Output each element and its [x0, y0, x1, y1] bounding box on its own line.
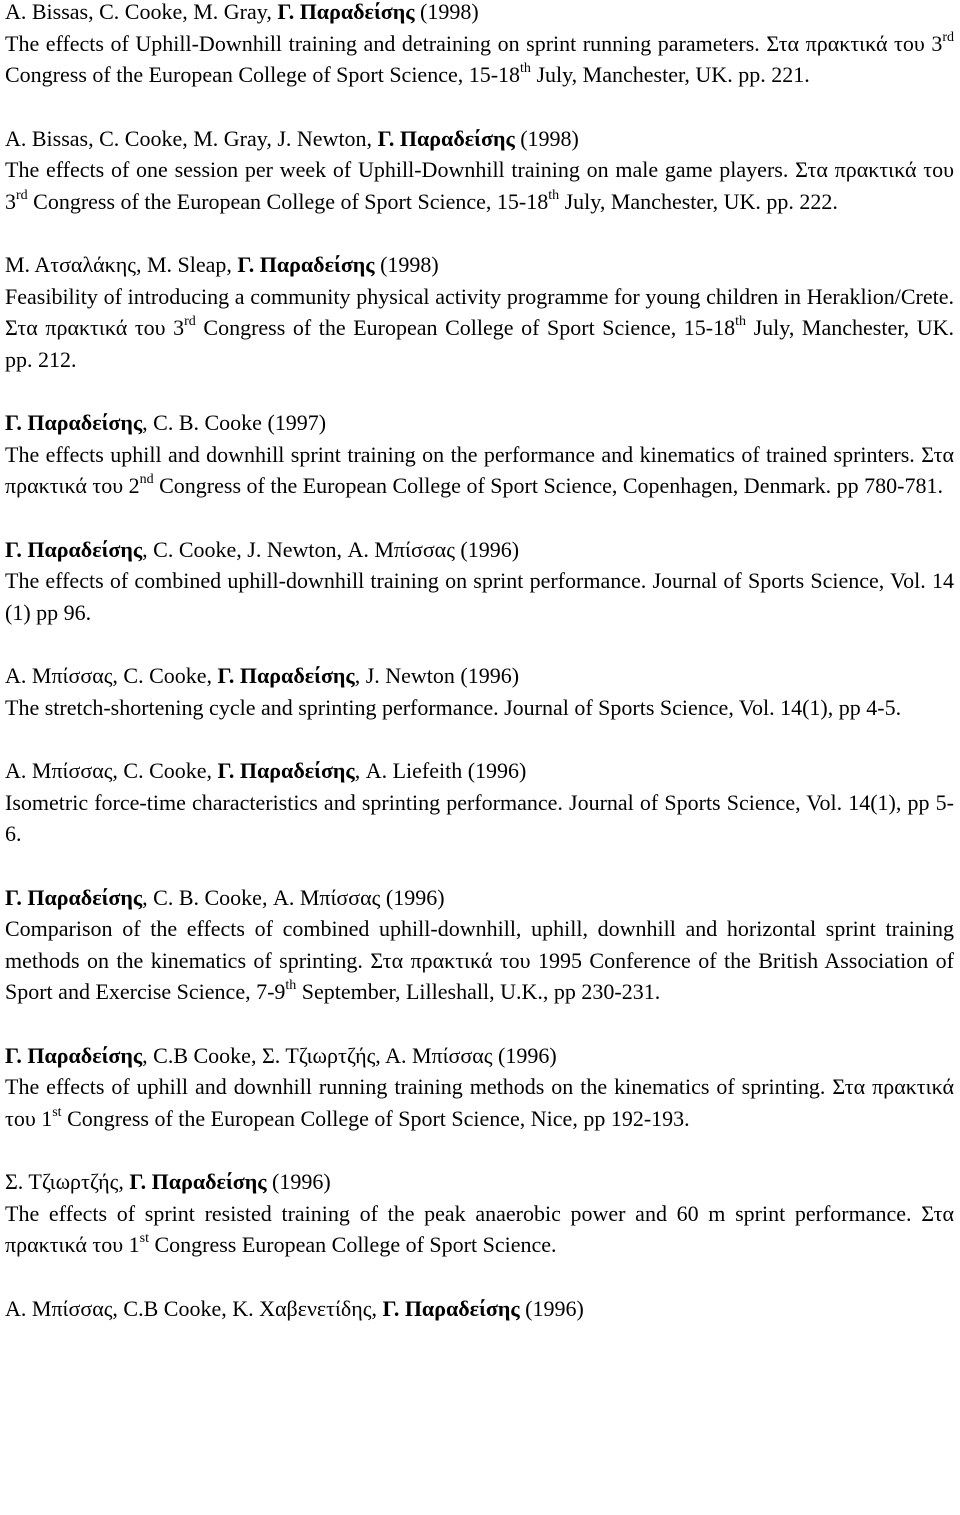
reference-citation — [5, 565, 954, 628]
ordinal-suffix: st — [139, 1231, 149, 1246]
authors-after: , C. B. Cooke (1997) — [142, 410, 327, 435]
citation-text: Feasibility of introducing a community physical activity programme for young children in Heraklion/Crete. Στα πρακτικά του 3 — [5, 283, 954, 340]
highlighted-author: Γ. Παραδείσης — [5, 884, 143, 910]
authors-after: , C. B. Cooke, Α. Μπίσσας (1996) — [142, 884, 445, 910]
ordinal-suffix: th — [548, 187, 560, 203]
highlighted-author: Γ. Παραδείσης — [237, 252, 375, 277]
authors-after: (1996) — [266, 1169, 331, 1194]
ordinal-suffix: th — [285, 978, 297, 993]
reference-citation — [5, 1071, 954, 1134]
highlighted-author: Γ. Παραδείσης — [5, 1042, 143, 1068]
highlighted-author: Γ. Παραδείσης — [277, 0, 415, 24]
authors-before: Α. Μπίσσας, C.B Cooke, Κ. Χαβενετίδης, — [5, 1295, 383, 1321]
reference-entry — [5, 123, 954, 218]
reference-citation — [5, 913, 954, 1008]
reference-citation — [5, 787, 954, 850]
reference-citation — [5, 1198, 954, 1261]
reference-authors — [5, 1040, 954, 1072]
reference-citation — [5, 439, 954, 502]
reference-authors — [5, 660, 954, 692]
authors-before: Α. Μπίσσας, C. Cooke, — [5, 758, 218, 783]
reference-authors — [5, 1293, 954, 1325]
citation-text: Congress of the European College of Sport Science, 15-18 — [195, 315, 736, 340]
authors-after: , C. Cooke, J. Newton, Α. Μπίσσας (1996) — [142, 536, 520, 562]
reference-authors — [5, 249, 954, 281]
highlighted-author: Γ. Παραδείσης — [5, 410, 143, 435]
citation-text: The effects of sprint resisted training of the peak anaerobic power and 60 m sprint performance. Στα πρακτικά του 1 — [5, 1200, 954, 1257]
reference-entry — [5, 534, 954, 629]
ordinal-suffix: rd — [184, 314, 196, 329]
ordinal-suffix: st — [52, 1104, 62, 1120]
reference-authors — [5, 534, 954, 566]
ordinal-suffix: nd — [139, 472, 154, 487]
ordinal-suffix: rd — [942, 29, 954, 45]
reference-citation — [5, 154, 954, 217]
citation-text: The effects of combined uphill-downhill training on sprint performance. Journal of Sports Science, Vol. 14 (1) pp 96. — [5, 568, 954, 625]
citation-text: The effects of Uphill-Downhill training and detraining on sprint running parameters. Στα πρακτικά του 3 — [5, 30, 943, 56]
citation-text: Isometric force-time characteristics and sprinting performance. Journal of Sports Science, Vol. 14(1), pp 5-6. — [5, 789, 954, 846]
citation-text: The stretch-shortening cycle and sprinting performance. Journal of Sports Science, Vol. 14(1), pp 4-5. — [5, 694, 902, 720]
ordinal-suffix: rd — [16, 187, 28, 203]
ordinal-suffix: th — [735, 314, 746, 329]
authors-before: Α. Μπίσσας, C. Cooke, — [5, 663, 218, 688]
reference-entry — [5, 660, 954, 723]
authors-before: A. Bissas, C. Cooke, M. Gray, J. Newton, — [5, 125, 378, 151]
reference-entry — [5, 249, 954, 375]
authors-after: (1998) — [414, 0, 479, 24]
authors-after: (1998) — [514, 125, 579, 151]
authors-after: , A. Liefeith (1996) — [354, 758, 527, 783]
highlighted-author: Γ. Παραδείσης — [217, 758, 355, 783]
reference-entry — [5, 882, 954, 1008]
reference-entry — [5, 1166, 954, 1261]
reference-authors — [5, 123, 954, 155]
highlighted-author: Γ. Παραδείσης — [217, 663, 355, 688]
reference-citation — [5, 692, 954, 724]
reference-authors — [5, 882, 954, 914]
citation-text: The effects of uphill and downhill running training methods on the kinematics of sprinting. Στα πρακτικά του 1 — [5, 1074, 954, 1131]
citation-text: July, Manchester, UK. pp. 221. — [530, 62, 810, 87]
reference-citation — [5, 28, 954, 91]
citation-text: Congress of the European College of Sport Science, Copenhagen, Denmark. pp 780-781. — [153, 473, 943, 498]
ordinal-suffix: th — [520, 61, 531, 76]
citation-text: Congress European College of Sport Science. — [148, 1232, 557, 1257]
highlighted-author: Γ. Παραδείσης — [382, 1295, 520, 1321]
authors-before: A. Bissas, C. Cooke, M. Gray, — [5, 0, 278, 24]
authors-after: , C.B Cooke, Σ. Τζιωρτζής, Α. Μπίσσας (1996) — [142, 1042, 557, 1068]
reference-authors — [5, 755, 954, 787]
citation-text: Congress of the European College of Sport Science, Nice, pp 192-193. — [61, 1105, 690, 1131]
reference-entry — [5, 1040, 954, 1135]
citation-text: Congress of the European College of Sport Science, 15-18 — [27, 188, 549, 214]
authors-before: Σ. Τζιωρτζής, — [5, 1169, 130, 1194]
citation-text: July, Manchester, UK. pp. 222. — [559, 188, 838, 214]
citation-text: The effects of one session per week of Uphill-Downhill training on male game players. Στα πρακτικά του 3 — [5, 157, 954, 214]
reference-citation — [5, 281, 954, 376]
authors-after: (1998) — [374, 252, 439, 277]
highlighted-author: Γ. Παραδείσης — [377, 125, 515, 151]
reference-entry — [5, 755, 954, 850]
authors-after: (1996) — [519, 1295, 584, 1321]
highlighted-author: Γ. Παραδείσης — [129, 1169, 267, 1194]
reference-authors — [5, 1166, 954, 1198]
reference-entry — [5, 0, 954, 91]
citation-text: The effects uphill and downhill sprint training on the performance and kinematics of trained sprinters. Στα πρακτικά του 2 — [5, 441, 954, 498]
citation-text: July, Manchester, UK. pp. 212. — [5, 315, 955, 372]
highlighted-author: Γ. Παραδείσης — [5, 536, 143, 562]
reference-entry — [5, 1293, 954, 1325]
reference-authors — [5, 407, 954, 439]
citation-text: Congress of the European College of Sport Science, 15-18 — [5, 62, 521, 87]
citation-text: September, Lilleshall, U.K., pp 230-231. — [296, 979, 661, 1004]
authors-after: , J. Newton (1996) — [354, 663, 520, 688]
authors-before: Μ. Ατσαλάκης, M. Sleap, — [5, 252, 238, 277]
citation-text: Comparison of the effects of combined uphill-downhill, uphill, downhill and horizontal sprint training methods on the kinematics of sprinting. Στα πρακτικά του 1995 Conference of the British Association of Sport and Exercise Science, 7-9 — [5, 916, 954, 1004]
reference-authors — [5, 0, 954, 28]
reference-entry — [5, 407, 954, 502]
